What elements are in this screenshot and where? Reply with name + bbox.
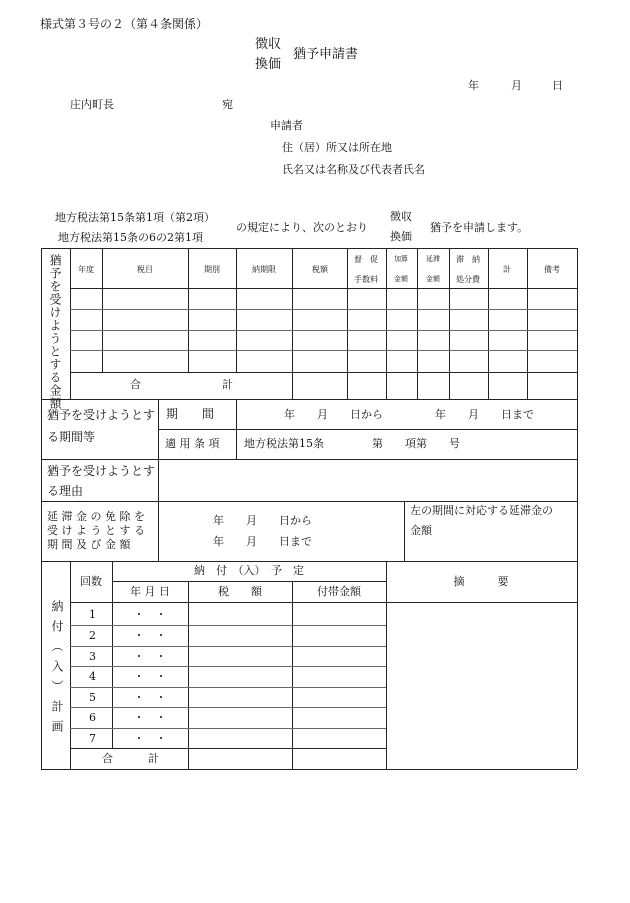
- clause-item: 第 項第 号: [372, 437, 460, 450]
- plan-row-number: 6: [89, 711, 96, 724]
- plan-row-date-dots: ・ ・: [133, 670, 167, 683]
- plan-row-date-dots: ・ ・: [133, 650, 167, 663]
- applicant-label: 申請者: [270, 119, 303, 132]
- plan-count-label: 回数: [80, 575, 102, 588]
- header-remarks: 備考: [544, 265, 560, 274]
- header-period: 期別: [204, 265, 220, 274]
- applicant-address-label: 住（居）所又は所在地: [282, 141, 392, 154]
- reason-label-1: 猶予を受けようとす: [47, 464, 156, 478]
- plan-row-number: 7: [89, 732, 96, 745]
- exemption-corresponding-2: 金額: [410, 524, 432, 537]
- date-month-label: 月: [511, 79, 522, 92]
- plan-row-number: 1: [89, 608, 96, 621]
- amount-side-label: 猶予を受けようとする金額: [48, 254, 62, 410]
- page-title: 猶予申請書: [293, 47, 359, 62]
- addressee-name: 庄内町長: [70, 98, 114, 111]
- header-dunning-2: 手数料: [354, 275, 378, 284]
- header-added-2: 金額: [394, 275, 408, 283]
- legal-request: 猶予を申請します。: [430, 221, 529, 234]
- title-variant-conversion: 換価: [255, 57, 282, 72]
- exemption-label-2: 受 け よ う と す る: [47, 524, 145, 537]
- date-year-label: 年: [468, 79, 479, 92]
- plan-surcharge-label: 付帯金額: [317, 585, 361, 598]
- plan-row-number: 5: [89, 691, 96, 704]
- plan-row-date-dots: ・ ・: [133, 711, 167, 724]
- plan-row-date-dots: ・ ・: [133, 732, 167, 745]
- period-section-label-2: る期間等: [47, 430, 96, 444]
- amount-total-label-1: 合: [130, 378, 141, 391]
- header-dunning-1: 督 促: [354, 255, 378, 264]
- header-added-1: 加算: [394, 255, 408, 263]
- period-label: 期 間: [166, 407, 215, 421]
- exemption-label-1: 延 滞 金 の 免 除 を: [47, 510, 145, 523]
- clause-label: 適 用 条 項: [165, 437, 220, 450]
- plan-date-label: 年 月 日: [130, 585, 170, 598]
- exemption-from: 年 月 日から: [213, 514, 312, 527]
- plan-total-label-1: 合: [102, 752, 113, 765]
- period-section-label-1: 猶予を受けようとす: [47, 408, 156, 422]
- legal-clause-2: 地方税法第15条の6の2第1項: [58, 231, 203, 244]
- plan-row-number: 3: [89, 650, 96, 663]
- plan-schedule-label: 納 付 （入） 予 定: [194, 564, 304, 577]
- header-delinquency-1: 延滞: [426, 255, 440, 263]
- legal-clause-1: 地方税法第15条第1項（第2項）: [55, 211, 215, 224]
- plan-tax-label: 税 額: [218, 585, 262, 598]
- header-disposal-2: 処分費: [456, 275, 480, 284]
- exemption-label-3: 期 間 及 び 金 額: [47, 538, 131, 551]
- date-day-label: 日: [552, 79, 563, 92]
- period-to: 年 月 日まで: [435, 408, 534, 421]
- plan-row-date-dots: ・ ・: [133, 608, 167, 621]
- legal-variant-conversion: 換価: [390, 230, 412, 243]
- applicant-name-label: 氏名又は名称及び代表者氏名: [282, 163, 425, 176]
- header-tax-item: 税目: [137, 265, 153, 274]
- addressee-suffix: 宛: [222, 98, 233, 111]
- plan-total-label-2: 計: [148, 752, 159, 765]
- plan-side-label: 納付（入）計画: [50, 600, 64, 740]
- form-number: 様式第３号の２（第４条関係）: [40, 17, 209, 31]
- header-delinquency-2: 金額: [426, 275, 440, 283]
- plan-row-date-dots: ・ ・: [133, 691, 167, 704]
- amount-total-label-2: 計: [222, 378, 233, 391]
- clause-text: 地方税法第15条: [244, 437, 324, 450]
- plan-row-date-dots: ・ ・: [133, 629, 167, 642]
- header-disposal-1: 滞 納: [456, 255, 480, 264]
- title-variant-collection: 徴収: [255, 37, 282, 52]
- period-from: 年 月 日から: [284, 408, 383, 421]
- exemption-corresponding-1: 左の期間に対応する延滞金の: [410, 504, 553, 517]
- reason-label-2: る理由: [47, 484, 84, 498]
- header-total: 計: [503, 265, 511, 274]
- header-year: 年度: [78, 265, 94, 274]
- plan-summary-label: 摘 要: [453, 575, 509, 588]
- legal-provision: の規定により、次のとおり: [236, 221, 368, 234]
- legal-variant-collection: 徴収: [390, 210, 412, 223]
- plan-row-number: 4: [89, 670, 96, 683]
- exemption-to: 年 月 日まで: [213, 535, 312, 548]
- header-tax-amount: 税額: [312, 265, 328, 274]
- header-due-date: 納期限: [252, 265, 276, 274]
- plan-row-number: 2: [89, 629, 96, 642]
